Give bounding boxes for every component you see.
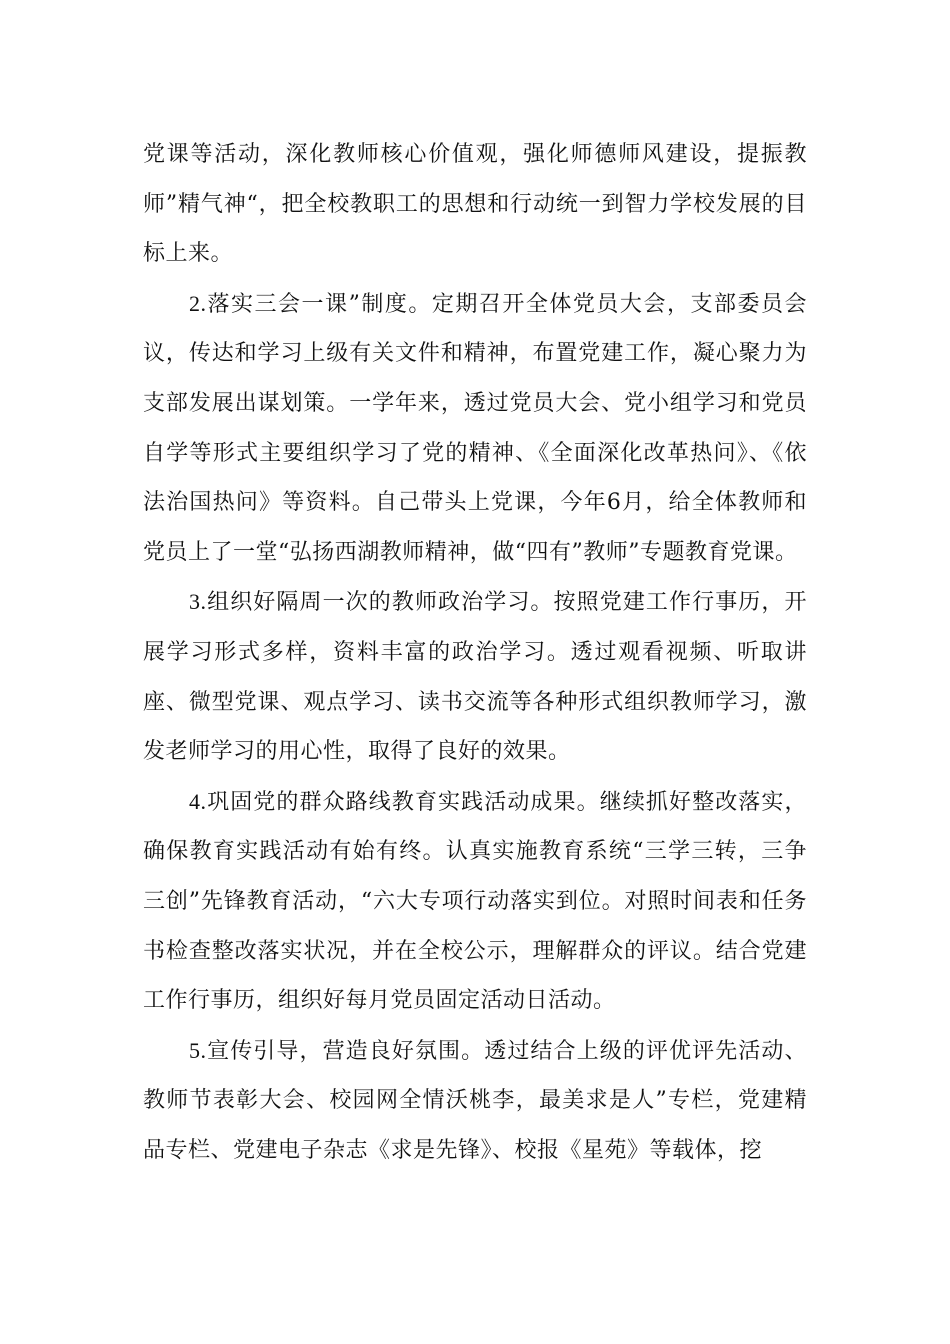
paragraph-3 [143,577,807,776]
paragraph-text: 宣传引导，营造良好氛围。透过结合上级的评优评先活动、教师节表彰大会、校园网全情沃桃李，最美求是人”专栏，党建精品专栏、党建电子杂志《求是先锋》、校报《星苑》等载体，挖 [143,1038,807,1163]
paragraph-text: 组织好隔周一次的教师政治学习。按照党建工作行事历，开展学习形式多样，资料丰富的政治学习。透过观看视频、听取讲座、微型党课、观点学习、读书交流等各种形式组织教师学习，激发老师学习的用心性，取得了良好的效果。 [143,590,807,765]
paragraph-continuation [143,130,807,279]
paragraph-text: 落实三会一课”制度。定期召开全体党员大会，支部委员会议，传达和学习上级有关文件和精神，布置党建工作，凝心聚力为支部发展出谋划策。一学年来，透过党员大会、党小组学习和党员自学等形式主要组织学习了党的精神、《全面深化改革热问》、《依法治国热问》等资料。自己带头上党课，今年6月，给全体教师和党员上了一堂“弘扬西湖教师精神，做“四有”教师”专题教育党课。 [143,291,807,565]
paragraph-text: 党课等活动，深化教师核心价值观，强化师德师风建设，提振教师”精气神“，把全校教职工的思想和行动统一到智力学校发展的目标上来。 [143,142,807,267]
paragraph-number: 3. [189,589,207,615]
paragraph-number: 5. [189,1037,207,1063]
document-body [143,130,807,1175]
paragraph-text: 巩固党的群众路线教育实践活动成果。继续抓好整改落实，确保教育实践活动有始有终。认真实施教育系统“三学三转，三争三创”先锋教育活动，“六大专项行动落实到位。对照时间表和任务书检查整改落实状况，并在全校公示，理解群众的评议。结合党建工作行事历，组织好每月党员固定活动日活动。 [143,789,807,1014]
paragraph-number: 4. [189,788,207,814]
paragraph-4 [143,777,807,1026]
paragraph-2 [143,279,807,578]
paragraph-number: 2. [189,290,207,316]
paragraph-5 [143,1026,807,1176]
